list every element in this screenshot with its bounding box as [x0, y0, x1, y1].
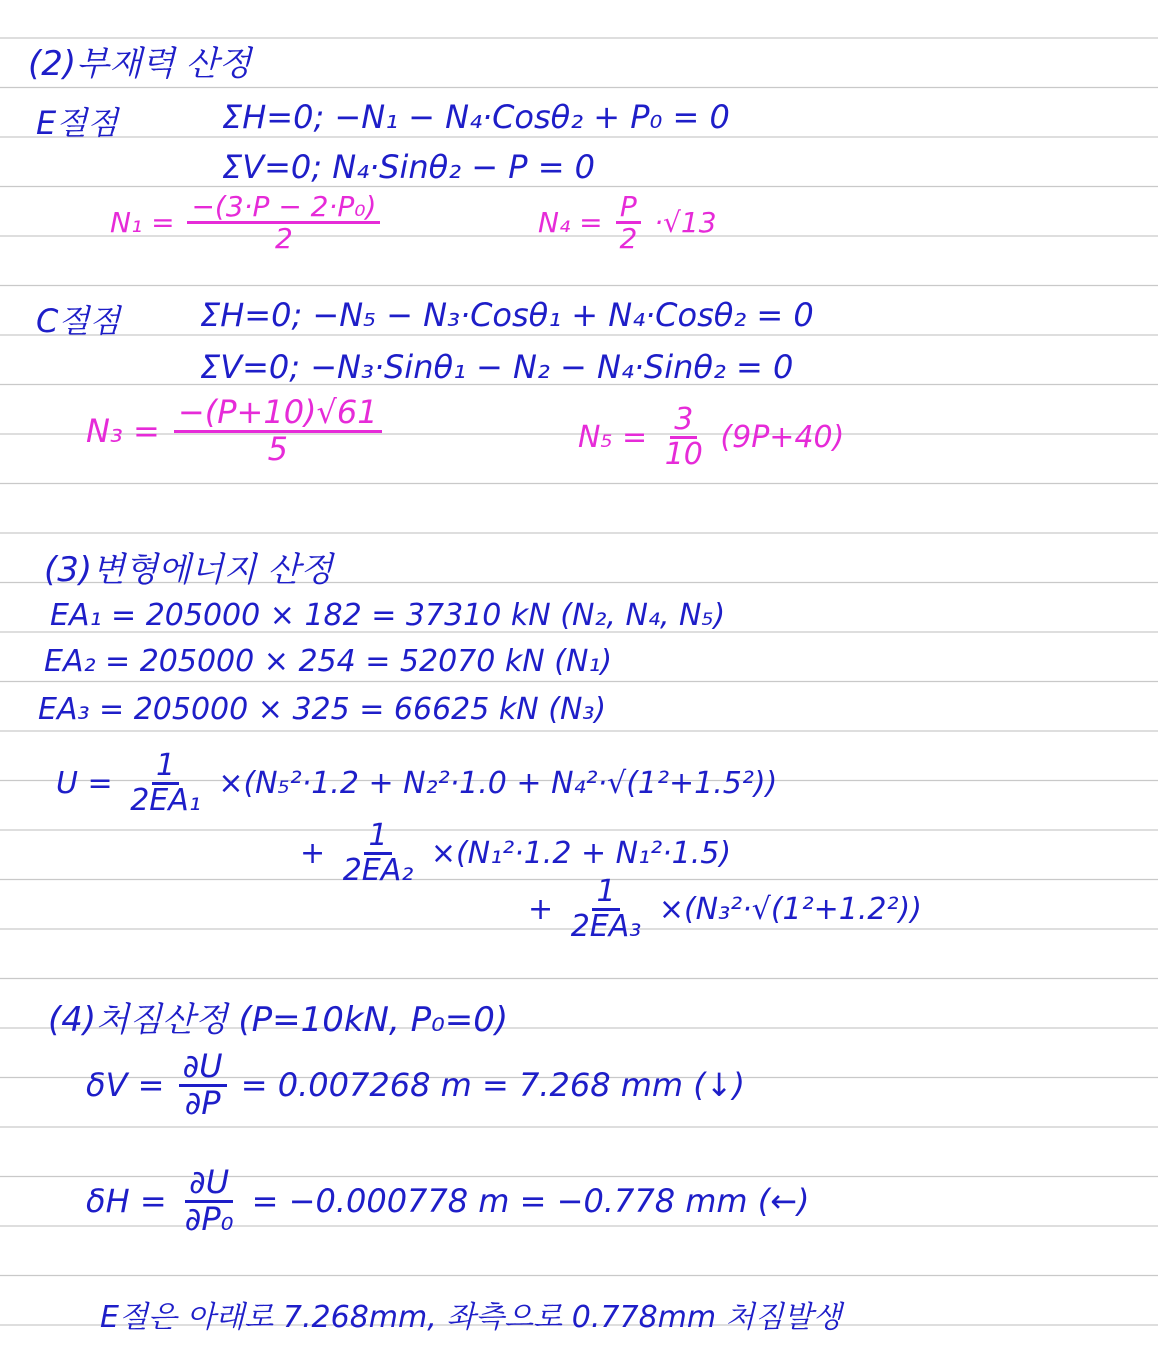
energy-term-3-fraction	[567, 876, 646, 942]
n5-denominator: 10	[664, 436, 703, 472]
c-joint-label: C절점	[36, 302, 121, 340]
n4-denominator: 2	[619, 222, 638, 256]
ea2-line: EA₂ = 205000 × 254 = 52070 kN (N₁)	[44, 644, 613, 679]
n4-numerator: P	[616, 192, 641, 224]
dh-result: = −0.000778 m = −0.778 mm (←)	[251, 1182, 810, 1221]
n1-result	[110, 192, 384, 254]
horizontal-deflection	[86, 1163, 810, 1238]
section-2-heading: (2)부재력 산정	[28, 44, 252, 84]
n3-result	[86, 393, 386, 468]
vertical-deflection	[86, 1047, 746, 1122]
n5-lhs: N₅ =	[578, 419, 648, 455]
energy-term-2-denominator: 2EA₂	[342, 852, 414, 888]
energy-term-1	[56, 750, 777, 816]
n1-fraction	[187, 192, 380, 254]
section-3-heading: (3)변형에너지 산정	[44, 550, 333, 590]
conclusion-line: E절은 아래로 7.268mm, 좌측으로 0.778mm 처짐발생	[100, 1300, 842, 1335]
dv-lhs: δV =	[86, 1066, 165, 1105]
ea3-line: EA₃ = 205000 × 325 = 66625 kN (N₃)	[38, 692, 607, 727]
n5-fraction	[661, 404, 707, 470]
n4-sqrt-term: ·√13	[654, 206, 717, 240]
energy-term-2-plus: +	[300, 835, 326, 871]
section-4-heading: (4)처짐산정 (P=10kN, P₀=0)	[48, 1000, 509, 1040]
e-joint-equation-v: ΣV=0; N₄·Sinθ₂ − P = 0	[222, 148, 596, 186]
n4-fraction	[615, 192, 641, 254]
energy-term-3-plus: +	[528, 891, 554, 927]
dv-result: = 0.007268 m = 7.268 mm (↓)	[240, 1066, 746, 1105]
n4-result	[538, 192, 717, 254]
energy-term-1-denominator: 2EA₁	[130, 782, 201, 818]
n5-factor: (9P+40)	[720, 419, 845, 455]
energy-lhs: U =	[56, 765, 113, 801]
energy-term-1-numerator: 1	[152, 750, 179, 785]
n3-lhs: N₃ =	[86, 412, 160, 451]
e-joint-equation-h: ΣH=0; −N₁ − N₄·Cosθ₂ + P₀ = 0	[222, 98, 730, 136]
n1-numerator: −(3·P − 2·P₀)	[187, 192, 380, 224]
energy-term-2-numerator: 1	[364, 820, 391, 855]
energy-term-1-fraction	[126, 750, 205, 816]
n5-result	[578, 404, 844, 470]
dv-denominator: ∂P	[184, 1083, 221, 1122]
energy-term-3-body: ×(N₃²·√(1²+1.2²))	[658, 891, 922, 927]
energy-term-3-denominator: 2EA₃	[570, 908, 642, 944]
e-joint-label: E절점	[36, 104, 119, 142]
n4-lhs: N₄ =	[538, 206, 603, 240]
n3-numerator: −(P+10)√61	[174, 396, 382, 433]
dh-fraction	[181, 1163, 238, 1238]
energy-term-2-fraction	[339, 820, 418, 886]
n3-fraction	[174, 393, 382, 468]
n5-numerator: 3	[670, 404, 697, 439]
dv-fraction	[179, 1047, 227, 1122]
dh-lhs: δH =	[86, 1182, 167, 1221]
dh-numerator: ∂U	[185, 1166, 233, 1203]
energy-term-1-body: ×(N₅²·1.2 + N₂²·1.0 + N₄²·√(1²+1.5²))	[218, 765, 778, 801]
energy-term-3-numerator: 1	[592, 876, 619, 911]
n1-lhs: N₁ =	[110, 206, 175, 240]
dh-denominator: ∂P₀	[184, 1199, 234, 1238]
c-joint-equation-h: ΣH=0; −N₅ − N₃·Cosθ₁ + N₄·Cosθ₂ = 0	[200, 296, 814, 334]
ea1-line: EA₁ = 205000 × 182 = 37310 kN (N₂, N₄, N₅)	[50, 598, 726, 633]
n3-denominator: 5	[267, 429, 288, 468]
energy-term-2-body: ×(N₁²·1.2 + N₁²·1.5)	[430, 835, 732, 871]
energy-term-3	[528, 876, 922, 942]
c-joint-equation-v: ΣV=0; −N₃·Sinθ₁ − N₂ − N₄·Sinθ₂ = 0	[200, 348, 794, 386]
n1-denominator: 2	[275, 222, 293, 256]
dv-numerator: ∂U	[179, 1050, 227, 1087]
